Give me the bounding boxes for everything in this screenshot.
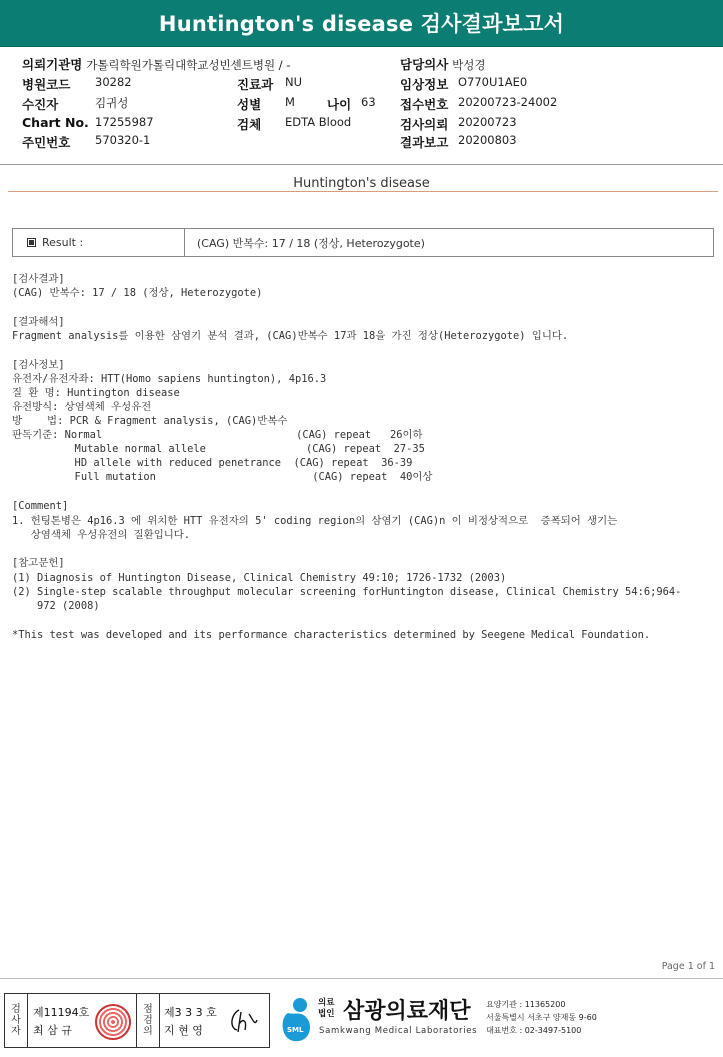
header-divider <box>0 164 723 165</box>
resident-label: 주민번호 <box>22 135 71 150</box>
comment-line: 상염색체 우성유전의 질환입니다. <box>12 529 191 541</box>
result-heading: [검사결과] <box>12 273 65 285</box>
comment-line: 1. 헌팅톤병은 4p16.3 에 위치한 HTT 유전자의 5' coding region의 삼염기 (CAG)n 이 비정상적으로 증폭되어 생기는 <box>12 515 618 527</box>
doctor-label: 담당의사 <box>400 57 449 72</box>
resident-value: 570320-1 <box>95 133 151 147</box>
receipt-label: 접수번호 <box>400 97 449 112</box>
sex-label: 성별 <box>237 97 262 112</box>
institution-label: 의뢰기관명 <box>22 57 83 72</box>
hospital-code-label: 병원코드 <box>22 77 71 92</box>
info-line: 방 법: PCR & Fragment analysis, (CAG)반복수 <box>12 415 288 427</box>
info-line: HD allele with reduced penetrance (CAG) repeat 36-39 <box>12 457 413 469</box>
result-value: (CAG) 반복수: 17 / 18 (정상, Heterozygote) <box>197 236 425 250</box>
reviewer-name: 지 현 영 <box>164 1024 203 1037</box>
org-english-name: Samkwang Medical Laboratories <box>319 1026 478 1036</box>
comment-heading: [Comment] <box>12 500 69 512</box>
org-prefix-text: 의료법인 <box>318 998 335 1019</box>
info-line: 질 환 명: Huntington disease <box>12 387 180 399</box>
interp-heading: [결과해석] <box>12 316 65 328</box>
section-underline <box>8 191 718 192</box>
institution-row <box>22 55 290 73</box>
doctor-row <box>400 55 485 73</box>
seal-stamp-icon <box>95 1004 131 1040</box>
receipt-value: 20200723-24002 <box>458 95 558 109</box>
dept-value: NU <box>285 75 303 89</box>
logo-text: SML <box>287 1026 304 1034</box>
request-label: 검사의뢰 <box>400 117 449 132</box>
report-label: 결과보고 <box>400 135 449 150</box>
doctor-value: 박성경 <box>452 58 486 72</box>
clinical-label: 임상정보 <box>400 77 449 92</box>
result-label-cell <box>13 229 185 256</box>
patient-value: 김귀성 <box>95 96 129 110</box>
patient-label: 수진자 <box>22 97 59 112</box>
org-phone: 대표번호 : 02-3497-5100 <box>486 1026 582 1035</box>
info-line: Mutable normal allele (CAG) repeat 27-35 <box>12 443 425 455</box>
result-label: Result : <box>42 236 84 249</box>
report-value: 20200803 <box>458 133 517 147</box>
info-line: 유전방식: 상염색체 우성유전 <box>12 401 152 413</box>
ref-line: (1) Diagnosis of Huntington Disease, Clinical Chemistry 49:10; 1726-1732 (2003) <box>12 572 507 584</box>
report-title-banner <box>0 0 723 47</box>
disclaimer: *This test was developed and its performance characteristics determined by Seegene Medical Foundation. <box>12 629 651 641</box>
interp-text: Fragment analysis를 이용한 삼염기 분석 결과, (CAG)반복수 17과 18을 가진 정상(Heterozygote) 입니다. <box>12 330 569 342</box>
org-name: 삼광의료재단 <box>343 999 471 1024</box>
ref-line: 972 (2008) <box>12 600 100 612</box>
bullet-square-icon <box>27 238 36 247</box>
footer-divider <box>0 978 723 979</box>
ref-heading: [참고문헌] <box>12 557 65 569</box>
institution-value: 가톨릭학원가톨릭대학교성빈센트병원 / - <box>86 58 291 72</box>
request-value: 20200723 <box>458 115 517 129</box>
reviewer-license: 제3 3 3 호 <box>164 1006 217 1019</box>
tester-label: 검 사 자 <box>5 994 28 1047</box>
page-number: Page 1 of 1 <box>661 961 715 972</box>
ref-line: (2) Single-step scalable throughput molecular screening forHuntington disease, Clinical Chemistry 54:6;964- <box>12 586 682 598</box>
section-title: Huntington's disease <box>293 176 430 191</box>
info-line: 판독기준: Normal (CAG) repeat 26이하 <box>12 429 423 441</box>
age-value: 63 <box>361 95 376 109</box>
result-value-cell <box>185 229 425 256</box>
dept-label: 진료과 <box>237 77 274 92</box>
sml-logo-icon <box>278 995 314 1043</box>
info-line: 유전자/유전자좌: HTT(Homo sapiens huntington), 4p16.3 <box>12 373 327 385</box>
hospital-code-row <box>22 75 70 93</box>
reviewer-label: 점 검 의 <box>136 994 160 1047</box>
tester-license: 제11194호 <box>33 1006 90 1019</box>
chart-value: 17255987 <box>95 115 154 129</box>
result-text: (CAG) 반복수: 17 / 18 (정상, Heterozygote) <box>12 287 263 299</box>
org-prefix <box>318 998 340 1020</box>
org-contact <box>486 998 597 1037</box>
sex-value: M <box>285 95 295 109</box>
info-heading: [검사정보] <box>12 359 65 371</box>
chart-label: Chart No. <box>22 115 89 130</box>
handwritten-signature-icon <box>227 1006 263 1036</box>
age-label: 나이 <box>327 97 352 112</box>
specimen-value: EDTA Blood <box>285 115 352 129</box>
result-box <box>12 228 714 257</box>
clinical-value: O770U1AE0 <box>458 75 528 89</box>
tester-name: 최 삼 규 <box>33 1024 72 1037</box>
info-line: Full mutation (CAG) repeat 40이상 <box>12 471 433 483</box>
hospital-code-value: 30282 <box>95 75 132 89</box>
specimen-label: 검체 <box>237 117 262 132</box>
org-code: 요양기관 : 11365200 <box>486 1000 566 1009</box>
org-address: 서울특별시 서초구 양재동 9-60 <box>486 1013 597 1022</box>
signature-box <box>4 993 270 1048</box>
report-title: Huntington's disease 검사결과보고서 <box>158 12 565 36</box>
